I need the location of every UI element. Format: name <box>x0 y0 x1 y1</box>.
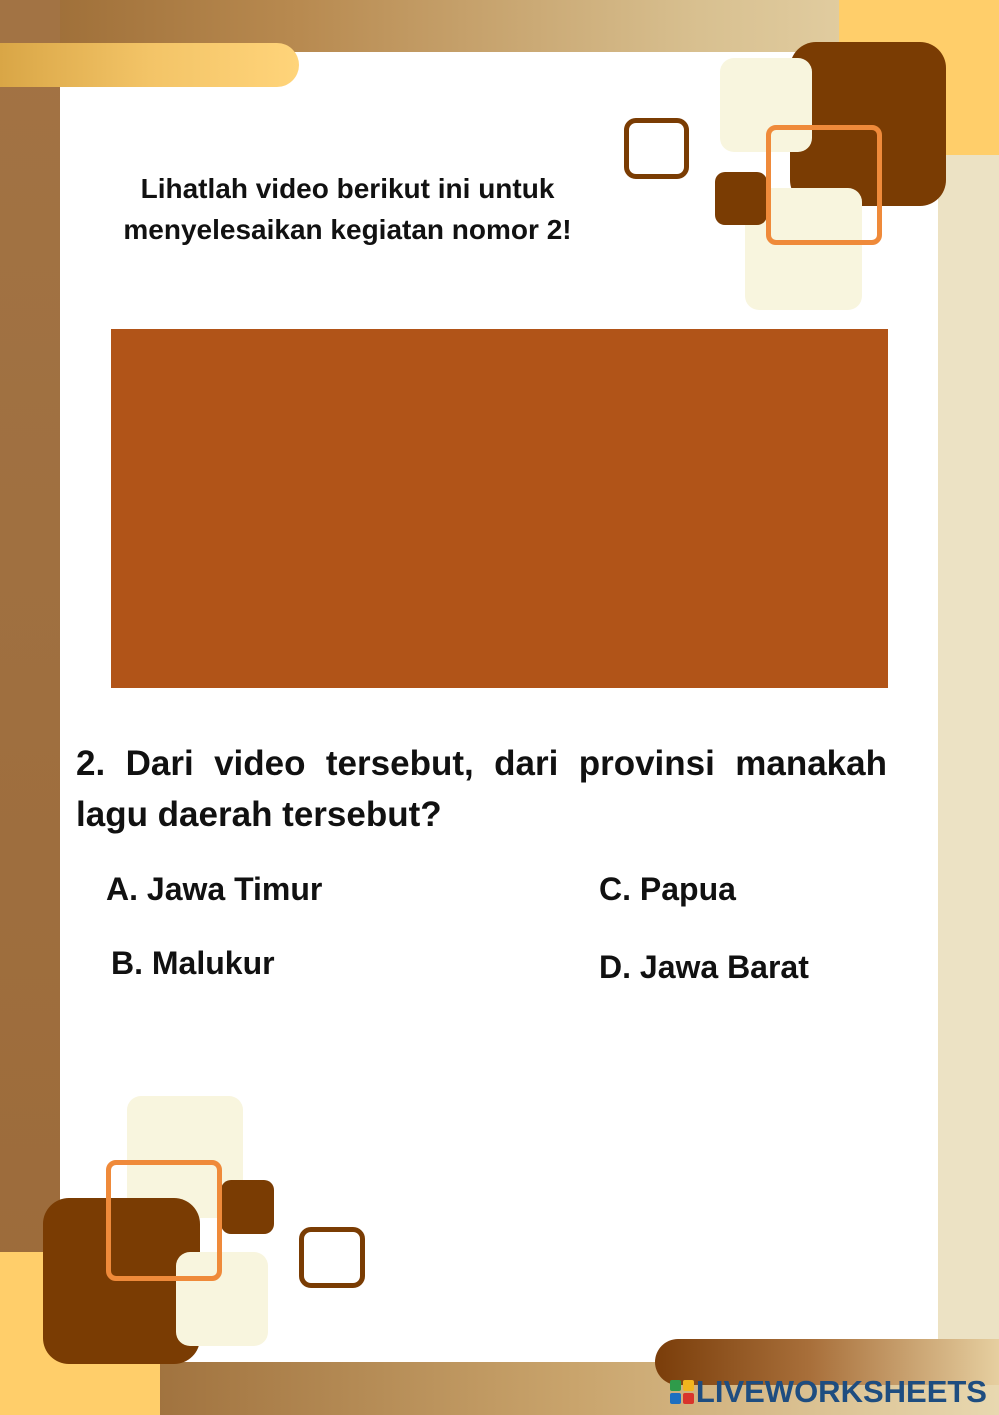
question-text: 2. Dari video tersebut, dari provinsi manakah lagu daerah tersebut? <box>76 744 887 834</box>
instruction-line-1: Lihatlah video berikut ini untuk <box>140 173 555 204</box>
decor-orange-outline-square <box>766 125 882 245</box>
answer-option-c[interactable]: C. Papua <box>599 871 736 907</box>
answer-option-a[interactable]: A. Jawa Timur <box>106 871 323 907</box>
decor-brown-square-small <box>715 172 767 225</box>
decor-brown-outline-square <box>299 1227 365 1288</box>
liveworksheets-logo[interactable] <box>670 1373 987 1411</box>
answer-option-d[interactable]: D. Jawa Barat <box>599 949 809 985</box>
embedded-video-player[interactable] <box>111 329 888 688</box>
answer-option-b[interactable]: B. Malukur <box>111 945 275 981</box>
instruction-text <box>85 168 610 250</box>
decor-brown-square-small <box>221 1180 274 1234</box>
liveworksheets-icon <box>670 1380 694 1404</box>
instruction-line-2: menyelesaikan kegiatan nomor 2! <box>123 214 572 245</box>
decor-brown-outline-square <box>624 118 689 179</box>
top-gold-pill-decoration <box>0 43 299 87</box>
left-background-band <box>0 0 60 1415</box>
logo-text: LIVEWORKSHEETS <box>695 1374 987 1409</box>
right-background-band <box>939 0 999 1415</box>
decor-orange-outline-square <box>106 1160 222 1281</box>
